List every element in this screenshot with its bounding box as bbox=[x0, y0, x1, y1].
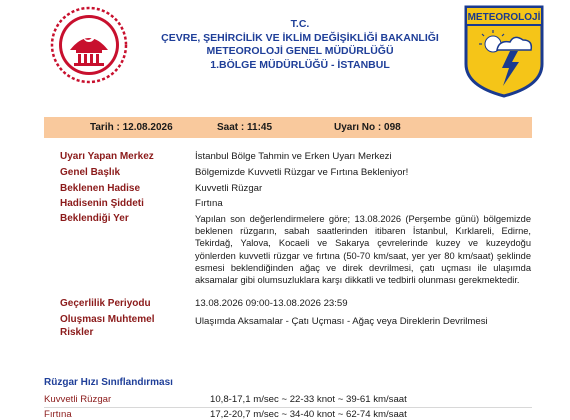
warning-time: Saat : 11:45 bbox=[217, 122, 273, 133]
event-value: Kuvvetli Rüzgar bbox=[195, 183, 263, 194]
ministry-logo bbox=[50, 6, 128, 84]
center-value: İstanbul Bölge Tahmin ve Erken Uyarı Merkezi bbox=[195, 151, 392, 162]
risk-label-line1: Oluşması Muhtemel bbox=[60, 314, 155, 325]
wind-row-value: 17,2-20,7 m/sec ~ 34-40 knot ~ 62-74 km/saat bbox=[210, 409, 407, 420]
place-description: Yapılan son değerlendirmelere göre; 13.08.2026 (Perşembe günü) bölgemizde beklenen rüzgarın, sabah saatlerinden itibaren İstanbul, Kırklareli, Edirne, Tekirdağ, Yalova, Kocaeli ve Sakarya çevrelerinde kuzey ve kuzeydoğu yönlerden kuvvetli rüzgar ve fırtına (50-70 km/saat, yer yer 80 km/saat) şeklinde esmesi beklendiğinden ağaç ve direk devrilmesi, çatı uçması ile ulaşımda aksamalar gibi olumsuzluklara karşı dikkatli ve tedbirli olunması gerekmektedir. bbox=[195, 214, 531, 286]
place-label: Beklendiği Yer bbox=[60, 213, 129, 224]
wind-row-value: 10,8-17,1 m/sec ~ 22-33 knot ~ 39-61 km/saat bbox=[210, 394, 407, 405]
header-ministry: ÇEVRE, ŞEHİRCİLİK VE İKLİM DEĞİŞİKLİĞİ BAKANLIĞI bbox=[161, 31, 439, 44]
wind-row-label: Kuvvetli Rüzgar bbox=[44, 394, 112, 405]
event-label: Beklenen Hadise bbox=[60, 183, 141, 194]
wind-row-divider bbox=[44, 407, 532, 408]
logo-text: METEOROLOJİ bbox=[467, 12, 541, 23]
wind-section-title: Rüzgar Hızı Sınıflandırması bbox=[44, 377, 173, 388]
validity-value: 13.08.2026 09:00-13.08.2026 23:59 bbox=[195, 298, 348, 309]
severity-value: Fırtına bbox=[195, 198, 223, 209]
warning-date: Tarih : 12.08.2026 bbox=[90, 122, 173, 133]
center-label: Uyarı Yapan Merkez bbox=[60, 151, 154, 162]
header-directorate: METEOROLOJİ GENEL MÜDÜRLÜĞÜ bbox=[206, 45, 394, 57]
header-block bbox=[150, 18, 450, 72]
header-tc: T.C. bbox=[290, 18, 310, 30]
risk-value: Ulaşımda Aksamalar - Çatı Uçması - Ağaç veya Direklerin Devrilmesi bbox=[195, 316, 488, 327]
severity-label: Hadisenin Şiddeti bbox=[60, 198, 144, 209]
header-region: 1.BÖLGE MÜDÜRLÜĞÜ - İSTANBUL bbox=[210, 58, 390, 71]
wind-row-label: Fırtına bbox=[44, 409, 72, 420]
meteoroloji-logo bbox=[463, 4, 545, 98]
info-bar bbox=[44, 117, 532, 138]
warning-number: Uyarı No : 098 bbox=[334, 122, 401, 133]
title-value: Bölgemizde Kuvvetli Rüzgar ve Fırtına Bekleniyor! bbox=[195, 167, 409, 178]
risk-label-line2: Riskler bbox=[60, 327, 94, 338]
validity-label: Geçerlilik Periyodu bbox=[60, 298, 151, 309]
title-label: Genel Başlık bbox=[60, 167, 121, 178]
